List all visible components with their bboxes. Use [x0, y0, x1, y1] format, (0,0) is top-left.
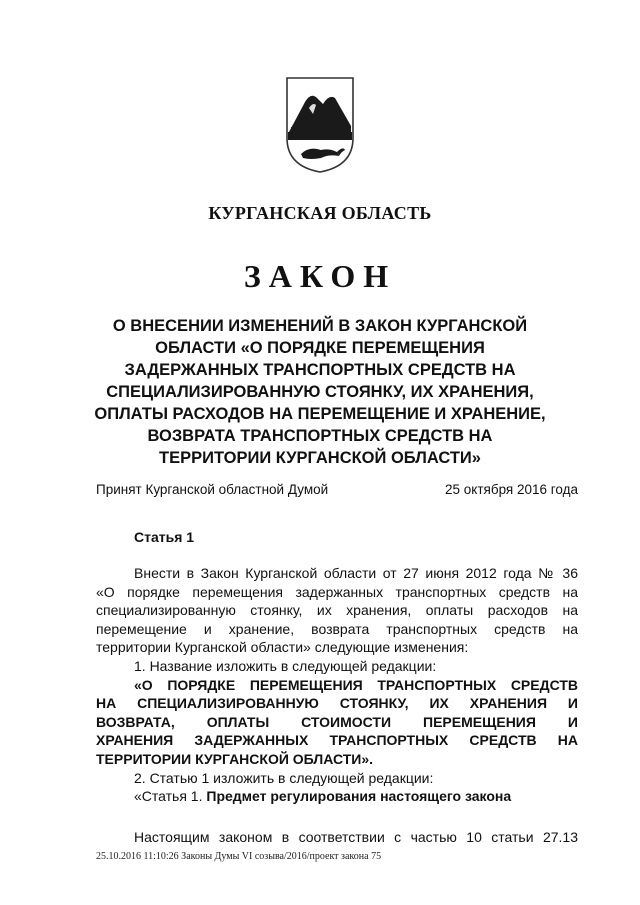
- law-title-line: ОБЛАСТИ «О ПОРЯДКЕ ПЕРЕМЕЩЕНИЯ: [155, 339, 485, 357]
- law-title-line: О ВНЕСЕНИИ ИЗМЕНЕНИЙ В ЗАКОН КУРГАНСКОЙ: [112, 317, 528, 335]
- document-type-heading: ЗАКОН: [243, 258, 397, 294]
- body-line: «О ПОРЯДКЕ ПЕРЕМЕЩЕНИЯ ТРАНСПОРТНЫХ СРЕДСТВ: [134, 676, 578, 693]
- article-subject: Предмет регулирования настоящего закона: [206, 788, 512, 805]
- footer-stamp: 25.10.2016 11:10:26 Законы Думы VI созыва/2016/проект закона 75: [96, 851, 382, 862]
- paragraph-gap: [96, 806, 578, 828]
- body-line: Внести в Закон Курганской области от 27 июня 2012 года № 36: [134, 565, 578, 581]
- law-title: [90, 315, 550, 469]
- body-line: [96, 787, 578, 806]
- body-line: ХРАНЕНИЯ ЗАДЕРЖАННЫХ ТРАНСПОРТНЫХ СРЕДСТВ НА: [96, 732, 578, 749]
- body-line: специализированную стоянку, их хранения, оплаты расходов на: [96, 602, 578, 619]
- body-line: территории Курганской области» следующие изменения:: [96, 639, 469, 656]
- law-title-line: СПЕЦИАЛИЗИРОВАННУЮ СТОЯНКУ, ИХ ХРАНЕНИЯ,: [106, 383, 534, 401]
- article-label: «Статья 1.: [134, 788, 203, 805]
- body-line: 1. Название изложить в следующей редакции:: [134, 657, 437, 674]
- law-title-line: ТЕРРИТОРИИ КУРГАНСКОЙ ОБЛАСТИ»: [159, 449, 481, 467]
- adoption-line: [96, 482, 578, 497]
- article-body: [96, 564, 578, 846]
- body-line: ВОЗВРАТА, ОПЛАТЫ СТОИМОСТИ ПЕРЕМЕЩЕНИЯ И: [96, 713, 578, 730]
- body-line: «О порядке перемещения задержанных транспортных средств на: [96, 583, 578, 600]
- coat-of-arms-emblem: [283, 74, 357, 174]
- body-line: перемещение и хранение, возврата транспортных средств на: [96, 620, 578, 637]
- law-title-line: ОПЛАТЫ РАСХОДОВ НА ПЕРЕМЕЩЕНИЕ И ХРАНЕНИЕ,: [94, 405, 546, 423]
- adopted-by: Принят Курганской областной Думой: [96, 482, 329, 497]
- law-title-line: ЗАДЕРЖАННЫХ ТРАНСПОРТНЫХ СРЕДСТВ НА: [124, 361, 516, 379]
- region-title: КУРГАНСКАЯ ОБЛАСТЬ: [208, 203, 432, 223]
- body-line: НА СПЕЦИАЛИЗИРОВАННУЮ СТОЯНКУ, ИХ ХРАНЕНИЯ И: [96, 695, 578, 712]
- law-title-line: ВОЗВРАТА ТРАНСПОРТНЫХ СРЕДСТВ НА: [147, 427, 493, 445]
- body-line: ТЕРРИТОРИИ КУРГАНСКОЙ ОБЛАСТИ».: [96, 750, 374, 767]
- body-line: 2. Статью 1 изложить в следующей редакции:: [134, 769, 434, 786]
- adoption-date: 25 октября 2016 года: [445, 482, 578, 497]
- body-line: Настоящим законом в соответствии с частью 10 статьи 27.13: [134, 828, 578, 845]
- article-heading: Статья 1: [134, 529, 195, 545]
